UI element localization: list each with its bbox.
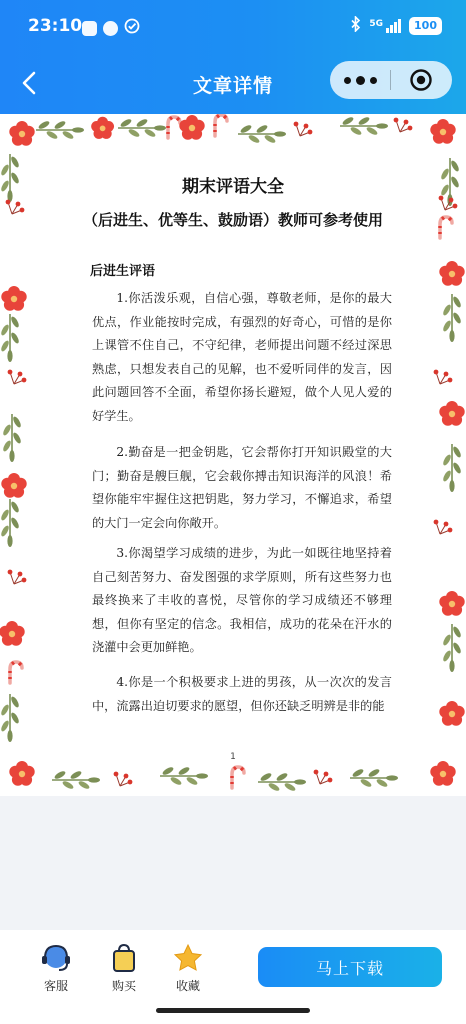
miniprogram-capsule xyxy=(330,61,452,99)
more-button[interactable] xyxy=(330,61,390,99)
app-notification-icon xyxy=(82,21,97,36)
star-icon xyxy=(171,942,205,974)
document-subtitle: （后进生、优等生、鼓励语）教师可参考使用 xyxy=(82,211,383,229)
customer-service-button[interactable] xyxy=(26,942,86,994)
check-circle-icon xyxy=(124,18,140,38)
comment-paragraph-2: 2.勤奋是一把金钥匙，它会帮你打开知识殿堂的大门；勤奋是艘巨舰，它会载你搏击知识海洋的风浪！希望你能牢牢握住这把钥匙，努力学习，不懈追求，希望的大门一定会向你敞开。 xyxy=(92,445,392,530)
target-close-icon xyxy=(409,68,433,92)
bluetooth-icon xyxy=(351,16,361,35)
favorite-button[interactable] xyxy=(158,942,218,994)
navigation-bar xyxy=(0,56,466,114)
buy-label: 购买 xyxy=(111,979,136,993)
status-app-icons xyxy=(82,18,140,38)
signal-icon: 5G xyxy=(369,19,401,33)
weather-icon xyxy=(103,21,118,36)
download-now-button[interactable]: 马上下载 xyxy=(258,947,442,987)
comment-paragraph-4: 4.你是一个积极要求上进的男孩，从一次次的发言中，流露出迫切要求的愿望，但你还缺乏明辨是非的能 xyxy=(92,675,392,713)
document-page[interactable] xyxy=(0,114,466,796)
status-system-icons xyxy=(351,16,442,35)
favorite-label: 收藏 xyxy=(175,979,200,993)
page-number: 1 xyxy=(230,752,236,762)
page-title: 文章详情 xyxy=(192,75,273,97)
status-bar xyxy=(0,0,466,56)
buy-button[interactable] xyxy=(94,942,154,994)
comment-paragraph-3: 3.你渴望学习成绩的进步，为此一如既往地坚持着自己刻苦努力、奋发图强的求学原则，所有这些努力也最终换来了丰收的喜悦，尽管你的学习成绩还不够理想，但你有坚定的信念。我相信，成功的花朵在汗水的浇灌中会更加鲜艳。 xyxy=(92,546,392,655)
section-heading: 后进生评语 xyxy=(90,264,156,279)
headset-icon xyxy=(39,942,73,974)
home-indicator xyxy=(156,1008,310,1013)
comment-paragraph-1: 1.你活泼乐观，自信心强，尊敬老师，是你的最大优点，作业能按时完成，有强烈的好奇心，可惜的是你上课管不住自己，不守纪律，老师提出问题不经过深思熟虑，只想发表自己的见解，也不爱听同伴的发言，因此问题回答不全面，希望你扬长避短，做个人见人爱的好学生。 xyxy=(92,291,392,423)
shopping-bag-icon xyxy=(107,942,141,974)
battery-indicator: 100 xyxy=(409,17,442,35)
status-time: 23:10 xyxy=(28,16,83,36)
bottom-action-bar xyxy=(0,930,466,1024)
app-header xyxy=(0,0,466,114)
document-title: 期末评语大全 xyxy=(182,177,284,197)
close-miniprogram-button[interactable] xyxy=(391,61,451,99)
customer-service-label: 客服 xyxy=(43,979,68,993)
